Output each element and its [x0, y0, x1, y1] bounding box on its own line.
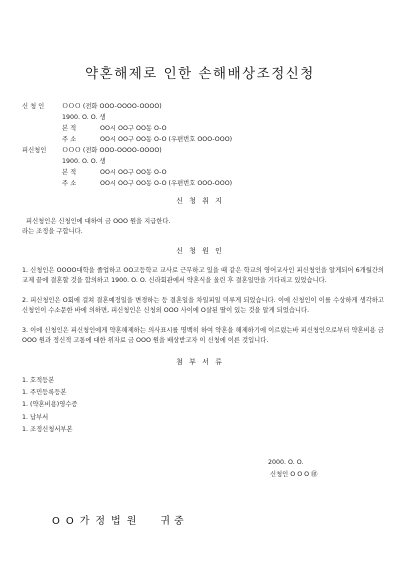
court-suffix: 귀중 [160, 516, 188, 527]
respondent-address-label: 주 소 [62, 180, 77, 187]
respondent-birth: 1900. O. O. 생 [62, 158, 106, 165]
purpose-line-1: 피신청인은 신청인에 대하여 금 OOO 원을 지급한다. [26, 218, 171, 225]
respondent-address: OO시 OO구 OO동 O-O (우편번호 OOO-OOO) [100, 180, 233, 187]
applicant-name-phone: ＯＯＯ (전화 OOO-OOOO-OOOO) [62, 103, 162, 110]
attachment-item: 1. 주민등록등본 [22, 389, 67, 396]
respondent-label: 피신청인 [22, 147, 47, 154]
applicant-label: 신 청 인 [22, 103, 45, 110]
cause-paragraph-1: 1. 신청인은 OOOO대학을 졸업하고 OO고등학교 교사로 근무하고 있을 때 같은 학교의 영어교사인 피신청인을 알게되어 6개월간의 교제 끝에 결혼할 것을 합의하고 1900. O. O. 신라회관에서 약혼식을 올린 후 결혼일만을 기다리고 있었습니다. [22, 267, 384, 284]
respondent-domicile-label: 본 적 [62, 169, 77, 176]
attachments-heading: 첨 부 서 류 [176, 358, 224, 366]
cause-paragraph-2: 2. 피신청인은 O회에 걸쳐 결혼예정일을 변경하는 등 결혼일을 차일피일 미루게 되었습니다. 이에 신청인이 이를 수상하게 생각하고 신청인이 수소문한 바에 의하면, 피신청인은 신청외 OOO 사이에 O살된 딸이 있는 것을 알게 되었습니다. [22, 297, 384, 314]
respondent-domicile: OO시 OO구 OO동 O-O [100, 169, 167, 176]
signature-signer: 신청인 O O O ㊞ [270, 471, 318, 478]
applicant-birth: 1900. O. O. 생 [62, 114, 106, 121]
court-addressee [52, 512, 188, 527]
respondent-name-phone: ＯＯＯ (전화 OOO-OOOO-OOOO) [62, 147, 162, 154]
court-name: OO가정법원 [52, 516, 143, 527]
purpose-line-2: 라는 조정을 구합니다. [22, 228, 83, 235]
attachment-item: 1. (약혼비용)영수증 [22, 401, 78, 408]
attachment-item: 1. 납부서 [22, 414, 49, 421]
cause-paragraph-3: 3. 이에 신청인은 피신청인에게 약혼해제하는 의사표시를 명백히 하여 약혼을 해제하기에 이르렀는바 피신청인으로부터 약혼비용 금 OOO 원과 정신적 고통에 대한 위자료 금 OOO 원을 배상받고자 이 신청에 이른 것입니다. [22, 327, 384, 344]
applicant-address: OO시 OO구 OO동 O-O (우편번호 OOO-OOO) [100, 136, 233, 143]
document-title: 약혼해제로 인한 손해배상조정신청 [85, 66, 315, 82]
applicant-domicile-label: 본 적 [62, 125, 77, 132]
applicant-domicile: OO시 OO구 OO동 O-O [100, 125, 167, 132]
attachment-item: 1. 조정신청서부본 [22, 426, 73, 433]
applicant-address-label: 주 소 [62, 136, 77, 143]
purpose-heading: 신 청 취 지 [176, 197, 224, 205]
cause-heading: 신 청 원 인 [176, 247, 224, 255]
signature-date: 2000. O. O. [268, 459, 304, 466]
attachment-item: 1. 호적등본 [22, 377, 55, 384]
